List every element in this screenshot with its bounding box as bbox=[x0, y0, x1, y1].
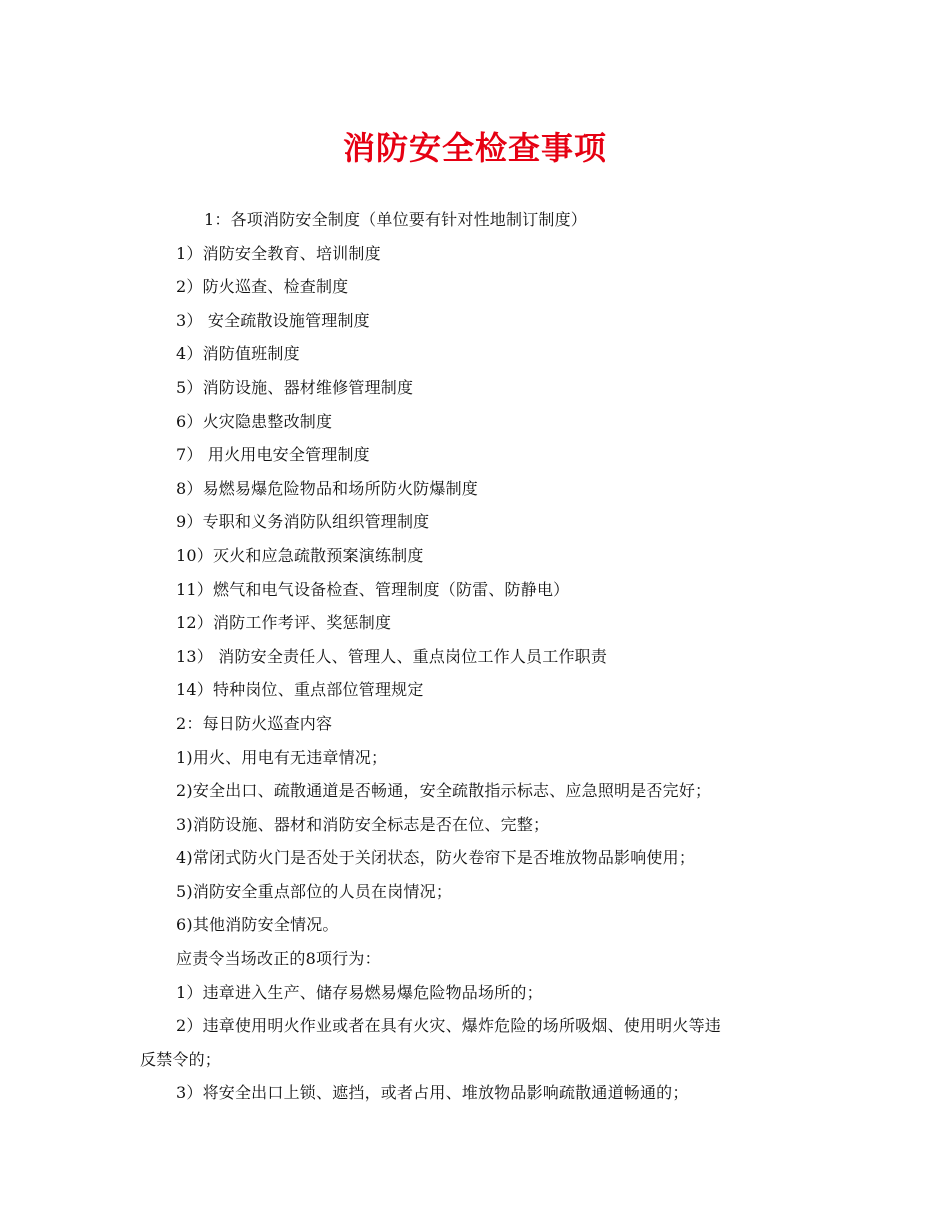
paragraph-line: 9）专职和义务消防队组织管理制度 bbox=[176, 512, 430, 532]
paragraph-line: 5）消防设施、器材维修管理制度 bbox=[176, 377, 414, 397]
paragraph-line: 应责令当场改正的8项行为： bbox=[176, 949, 381, 969]
paragraph-line: 4）消防值班制度 bbox=[176, 344, 300, 364]
paragraph-line: 1）违章进入生产、储存易燃易爆危险物品场所的； bbox=[176, 982, 543, 1002]
paragraph-line: 2：每日防火巡查内容 bbox=[176, 713, 333, 733]
paragraph-line: 4)常闭式防火门是否处于关闭状态，防火卷帘下是否堆放物品影响使用； bbox=[176, 848, 696, 868]
paragraph-line: 14）特种岗位、重点部位管理规定 bbox=[176, 680, 424, 700]
paragraph-line: 2)安全出口、疏散通道是否畅通，安全疏散指示标志、应急照明是否完好； bbox=[176, 781, 712, 801]
paragraph-line: 1)用火、用电有无违章情况； bbox=[176, 747, 388, 767]
paragraph-line: 3）将安全出口上锁、遮挡，或者占用、堆放物品影响疏散通道畅通的； bbox=[176, 1083, 689, 1103]
paragraph-line: 1）消防安全教育、培训制度 bbox=[176, 243, 381, 263]
paragraph-line: 12）消防工作考评、奖惩制度 bbox=[176, 613, 392, 633]
document-title: 消防安全检查事项 bbox=[342, 129, 607, 167]
paragraph-line: 3)消防设施、器材和消防安全标志是否在位、完整； bbox=[176, 814, 550, 834]
paragraph-line: 1：各项消防安全制度（单位要有针对性地制订制度） bbox=[204, 210, 587, 229]
paragraph-line: 13） 消防安全责任人、管理人、重点岗位工作人员工作职责 bbox=[176, 646, 608, 666]
paragraph-line: 反禁令的； bbox=[140, 1049, 222, 1069]
paragraph-line: 7） 用火用电安全管理制度 bbox=[176, 445, 370, 465]
paragraph-line: 10）灭火和应急疏散预案演练制度 bbox=[176, 545, 424, 565]
paragraph-line: 11）燃气和电气设备检查、管理制度（防雷、防静电） bbox=[176, 579, 570, 599]
document-body bbox=[140, 203, 820, 1110]
paragraph-line: 6)其他消防安全情况。 bbox=[176, 915, 339, 935]
paragraph-line: 3） 安全疏散设施管理制度 bbox=[176, 310, 370, 330]
paragraph-line: 8）易燃易爆危险物品和场所防火防爆制度 bbox=[176, 478, 478, 498]
paragraph-line: 5)消防安全重点部位的人员在岗情况； bbox=[176, 881, 453, 901]
paragraph-line: 2）防火巡查、检查制度 bbox=[176, 277, 349, 297]
paragraph-line: 2）违章使用明火作业或者在具有火灾、爆炸危险的场所吸烟、使用明火等违 bbox=[176, 1016, 721, 1036]
paragraph-line: 6）火灾隐患整改制度 bbox=[176, 411, 333, 431]
